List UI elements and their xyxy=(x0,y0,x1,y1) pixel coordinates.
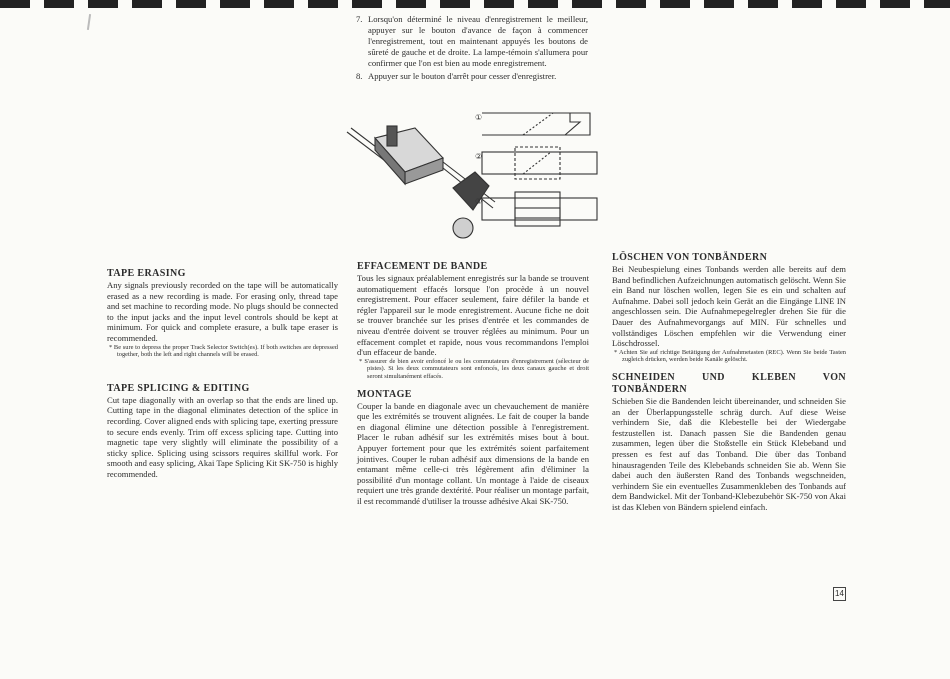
section-title-montage: MONTAGE xyxy=(357,388,412,400)
splicing-illustration xyxy=(345,110,600,245)
tape-piece xyxy=(482,198,597,220)
loeschen-body: Bei Neubespielung eines Tonbands werden alle bereits auf dem Band befindlichen Aufzeichnungen automatisch gelöscht. Wenn Sie ein Band nur löschen wollen, legen Sie es ein und schalten auf Aufnahme. Dabei soll jedoch kein Gerät an die Eingänge LINE IN angeschlossen sein. Die Aufnahmepegelregler drehen Sie für die Dauer des Aufnahmevorgangs auf MIN. Für schnelles und vollständiges Löschen empfehlen wir die Verwendung einer Löschdrossel. xyxy=(612,264,846,349)
splice-tape xyxy=(515,192,560,226)
english-column xyxy=(107,268,338,480)
margin-mark xyxy=(87,14,91,30)
cut-line xyxy=(523,113,553,135)
section-title-loeschen: LÖSCHEN VON TONBÄNDERN xyxy=(612,252,768,263)
splicer-clamp xyxy=(387,126,397,146)
effacement-body: Tous les signaux préalablement enregistrés sur la bande se trouvent automatiquement effacés lorsque l'on procède à un nouvel enregistrement. Pour effacer seulement, faire défiler la bande et régler l'appareil sur le mode enregistrement. Aucune fiche ne doit se trouver branchée sur les prises d'entrée et les commandes de niveau d'entrée doivent se trouver réglées au minimum. Pour un effacement complet et rapide, nous vous recommandons l'emploi d'un effaceur de bande. xyxy=(357,273,589,358)
montage-body: Couper la bande en diagonale avec un chevauchement de manière que les extrémités se trouvent alignées. Le fait de couper la bande en diagonal élimine une détection possible à l'enregistrement. Placer le ruban adhésif sur les extrémités mises bout à bout. Appuyer fortement pour que les extrémités soient parfaitement jointives. Couper le ruban adhésif aux dimensions de la bande en entamant même celle-ci très légèrement afin d'éliminer la possibilité d'un montage collant. Un montage à l'aide de ciseaux requiert une très grande dextérité. Pour réaliser un montage parfait, il est recommandé d'utiliser la trousse adhésive Akai SK-750. xyxy=(357,400,589,506)
schneiden-body: Schieben Sie die Bandenden leicht übereinander, und schneiden Sie an der Überlappungsstelle schräg durch. Auf diese Weise verhindern Sie, daß die Klebestelle bei der Wiedergabe festzustellen ist. Danach passen Sie die Bandenden genau zusammen, legen über die Stoßstelle ein Stück Klebeband und pressen es fest auf das Tonband. Die über das Tonband hinausragenden Teile des Klebebands schneiden Sie ab. Wenn Sie dabei auch den äußersten Rand des Tonbands wegschneiden, verhindern Sie ein eventuelles Zusammenkleben des Tonbands auf dem Bandwickel. Mit der Tonband-Klebezubehör SK-750 von Akai ist das Kleben von Bändern spielend einfach. xyxy=(612,395,846,512)
step-text: Lorsqu'on déterminé le niveau d'enregistrement le meilleur, appuyer sur le bouton d'avance de façon à commencer l'enregistrement, tout en maintenant appuyés les boutons de sûreté de gauche et de droite. La lampe-témoin s'allumera pour confirmer que l'on est bien au mode enregistrement. xyxy=(368,14,588,68)
page-top-border xyxy=(0,0,950,8)
tape-erasing-note: * Be sure to depress the proper Track Selector Switch(es). If both switches are depressed together, both the left and right channels will be erased. xyxy=(109,343,338,359)
step-text: Appuyer sur le bouton d'arrêt pour cesser d'enregistrer. xyxy=(368,71,557,81)
section-title-tape-erasing: TAPE ERASING xyxy=(107,268,186,279)
tape-reel xyxy=(453,218,473,238)
figure-marker: ③ xyxy=(475,197,483,206)
tape-piece xyxy=(482,113,580,135)
loeschen-note: * Achten Sie auf richtige Betätigung der Aufnahmetasten (REC). Wenn Sie beide Tasten zugleich drücken, werden beide Kanäle gelöscht. xyxy=(614,348,846,364)
section-title-schneiden: SCHNEIDEN UND KLEBEN VON TONBÄNDERN xyxy=(612,371,846,395)
scissors-blade xyxy=(453,172,489,210)
tape-piece xyxy=(515,113,590,135)
effacement-note: * S'assurer de bien avoir enfoncé le ou les commutateurs d'enregistrement (sélecteur de pistes). Si les deux commutateurs sont enfoncés, les deux canaux gauche et droit seront simultanément effacés. xyxy=(359,357,589,380)
tape-erasing-body: Any signals previously recorded on the tape will be automatically erased as a new recording is made. For erasing only, thread tape and set machine to recording mode. No plugs should be connected to the input jacks and the input level controls should be kept at minimum. For quick and complete erasure, a bulk tape eraser is recommended. xyxy=(107,280,338,343)
cut-line xyxy=(523,152,551,174)
tape-piece xyxy=(482,152,597,174)
german-column xyxy=(612,252,846,512)
section-title-effacement: EFFACEMENT DE BANDE xyxy=(357,261,488,272)
step-item xyxy=(356,71,588,82)
page-number: 14 xyxy=(833,587,846,601)
tape-splicing-body: Cut tape diagonally with an overlap so that the ends are lined up. Cutting tape in the diagonal eliminates detection of the splice in recording. Cover aligned ends with splicing tape, exerting pressure to secure ends evenly. Trim off excess splicing tape. Cutting into magnetic tape very slightly will eliminate the possibility of a sticky splice. Splicing using scissors requires skillful work. For smooth and easy splicing, Akai Tape Splicing Kit SK-750 is highly recommended. xyxy=(107,394,338,479)
step-number: 8. xyxy=(356,71,363,81)
step-number: 7. xyxy=(356,14,363,24)
section-title-tape-splicing: TAPE SPLICING & EDITING xyxy=(107,382,250,394)
recording-steps xyxy=(356,14,588,84)
figure-marker: ① xyxy=(475,113,483,122)
trimmed-tape xyxy=(515,208,560,218)
french-column xyxy=(357,261,589,506)
figure-marker: ② xyxy=(475,152,483,161)
step-item xyxy=(356,14,588,69)
